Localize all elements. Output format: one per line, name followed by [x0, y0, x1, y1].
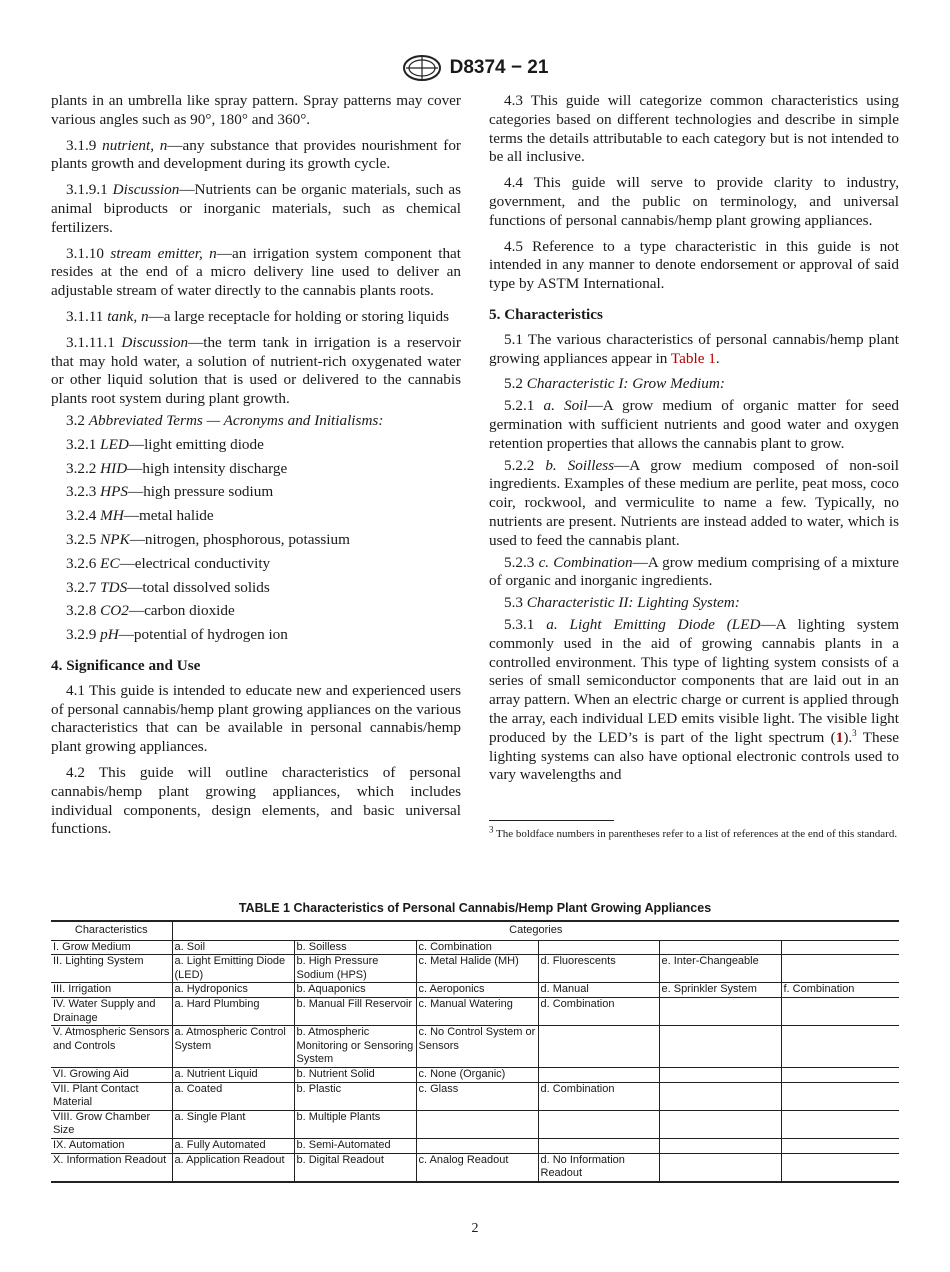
characteristic-cell: II. Lighting System [51, 955, 172, 983]
paragraph-5-2-3: 5.2.3 c. Combination—A grow medium comprising of a mixture of organic and inorganic ingredients. [489, 553, 899, 590]
category-cell: b. Digital Readout [294, 1153, 416, 1182]
category-cell: a. Hydroponics [172, 983, 294, 998]
category-cell: d. No Information Readout [538, 1153, 659, 1182]
category-cell: a. Coated [172, 1082, 294, 1110]
category-cell [659, 1026, 781, 1068]
table-row [51, 1138, 899, 1153]
abbreviation-item: 3.2.4 MH—metal halide [66, 507, 214, 525]
category-cell [659, 1067, 781, 1082]
category-cell [659, 997, 781, 1025]
table-row [51, 1153, 899, 1182]
characteristic-cell: V. Atmospheric Sensors and Controls [51, 1026, 172, 1068]
footnote [489, 820, 899, 842]
abbreviation-item: 3.2.1 LED—light emitting diode [66, 435, 264, 453]
category-cell: c. Metal Halide (MH) [416, 955, 538, 983]
category-cell: e. Sprinkler System [659, 983, 781, 998]
table-row [51, 940, 899, 955]
characteristic-cell: VIII. Grow Chamber Size [51, 1110, 172, 1138]
characteristic-cell: VI. Growing Aid [51, 1067, 172, 1082]
characteristic-cell: X. Information Readout [51, 1153, 172, 1182]
category-cell: a. Light Emitting Diode (LED) [172, 955, 294, 983]
category-cell: a. Hard Plumbing [172, 997, 294, 1025]
section-5-heading: 5. Characteristics [489, 305, 603, 323]
paragraph-4-1: 4.1 This guide is intended to educate new and experienced users of personal cannabis/hemp plant growing appliances on the various characteristics that can be available in personal cannabis/hemp plant growing appliances. [51, 681, 461, 756]
category-cell: b. Soilless [294, 940, 416, 955]
paragraph-4-3: 4.3 This guide will categorize common characteristics using categories based on different technologies and describe in simple terms the details attributable to each category but is not intended to be all inclusive. [489, 92, 899, 166]
category-cell [781, 1138, 899, 1153]
paragraph-4-2: 4.2 This guide will outline characteristics of personal cannabis/hemp plant growing appliances, which includes individual components, design elements, and basic universal functions. [51, 763, 461, 838]
category-cell: b. Multiple Plants [294, 1110, 416, 1138]
definition-3-1-9: 3.1.9 nutrient, n—any substance that provides nourishment for plants growth and development during its growth cycle. [51, 136, 461, 173]
page-number: 2 [471, 1221, 479, 1236]
category-cell: c. Aeroponics [416, 983, 538, 998]
characteristic-cell: VII. Plant Contact Material [51, 1082, 172, 1110]
category-cell: c. Glass [416, 1082, 538, 1110]
category-cell: d. Combination [538, 1082, 659, 1110]
right-column [489, 92, 899, 788]
characteristic-cell: IX. Automation [51, 1138, 172, 1153]
paragraph-5-2-2: 5.2.2 b. Soilless—A grow medium composed of non-soil ingredients. Examples of these medium are perlite, peat moss, coco coir, rockwool, and vermiculite to name a few. Typically, no nutrients are present. Nutrients are instead added to water, which is used to feed the cannabis plant. [489, 456, 899, 549]
abbreviation-item: 3.2.9 pH—potential of hydrogen ion [66, 626, 288, 644]
table-row [51, 1026, 899, 1068]
document-designation: D8374 − 21 [449, 57, 549, 78]
category-cell [659, 940, 781, 955]
table-row [51, 1110, 899, 1138]
category-cell [538, 1067, 659, 1082]
paragraph-4-4: 4.4 This guide will serve to provide clarity to industry, government, and the public on terminology, and universal functions of personal cannabis/hemp plant growing appliances. [489, 174, 899, 229]
category-cell: a. Fully Automated [172, 1138, 294, 1153]
abbreviation-item: 3.2.2 HID—high intensity discharge [66, 459, 288, 477]
category-cell [659, 1138, 781, 1153]
abbreviation-item: 3.2.7 TDS—total dissolved solids [66, 578, 270, 596]
category-cell [781, 997, 899, 1025]
category-cell [781, 940, 899, 955]
footnote-text: The boldface numbers in parentheses refer to a list of references at the end of this standard. [493, 828, 898, 840]
category-cell [781, 955, 899, 983]
category-cell: b. Atmospheric Monitoring or Sensoring System [294, 1026, 416, 1068]
category-cell [416, 1110, 538, 1138]
discussion-3-1-9-1: 3.1.9.1 Discussion—Nutrients can be organic materials, such as animal biproducts or inorganic materials, such as chemical fertilizers. [51, 181, 461, 236]
category-cell [538, 940, 659, 955]
category-cell: f. Combination [781, 983, 899, 998]
category-cell: a. Atmospheric Control System [172, 1026, 294, 1068]
category-cell [781, 1153, 899, 1182]
category-cell: d. Combination [538, 997, 659, 1025]
abbreviation-item: 3.2.3 HPS—high pressure sodium [66, 483, 274, 501]
column-header-characteristics: Characteristics [51, 921, 172, 940]
category-cell: c. None (Organic) [416, 1067, 538, 1082]
category-cell: c. Combination [416, 940, 538, 955]
table-1 [51, 920, 899, 1183]
table-row [51, 1082, 899, 1110]
category-cell: b. Aquaponics [294, 983, 416, 998]
table-1-title: TABLE 1 Characteristics of Personal Cannabis/Hemp Plant Growing Appliances [238, 901, 712, 915]
table-row [51, 983, 899, 998]
abbreviation-item: 3.2.8 CO2—carbon dioxide [66, 602, 235, 620]
table-row [51, 1067, 899, 1082]
characteristic-cell: IV. Water Supply and Drainage [51, 997, 172, 1025]
footnote-number: 3 [489, 824, 494, 835]
category-cell [781, 1026, 899, 1068]
definition-3-1-11: 3.1.11 tank, n—a large receptacle for holding or storing liquids [66, 307, 449, 325]
category-cell [781, 1082, 899, 1110]
category-cell: c. Analog Readout [416, 1153, 538, 1182]
characteristic-cell: I. Grow Medium [51, 940, 172, 955]
table-row [51, 955, 899, 983]
category-cell: a. Application Readout [172, 1153, 294, 1182]
category-cell: a. Nutrient Liquid [172, 1067, 294, 1082]
category-cell: d. Fluorescents [538, 955, 659, 983]
category-cell: c. No Control System or Sensors [416, 1026, 538, 1068]
category-cell: a. Single Plant [172, 1110, 294, 1138]
category-cell [538, 1110, 659, 1138]
page-header [0, 54, 950, 82]
abbreviation-item: 3.2.6 EC—electrical conductivity [66, 554, 271, 572]
section-4-heading: 4. Significance and Use [51, 656, 201, 674]
category-cell: b. Manual Fill Reservoir [294, 997, 416, 1025]
paragraph-5-2-1: 5.2.1 a. Soil—A grow medium of organic matter for seed germination with sufficient nutrients and good water and oxygen retention properties that allows the cannabis plant to grow. [489, 397, 899, 452]
category-cell: b. High Pressure Sodium (HPS) [294, 955, 416, 983]
paragraph: plants in an umbrella like spray pattern. Spray patterns may cover various angles such as 90°, 180° and 360°. [51, 92, 461, 128]
footnote-marker: 3 [852, 727, 857, 738]
category-cell [781, 1067, 899, 1082]
category-cell: b. Plastic [294, 1082, 416, 1110]
paragraph-5-3-1: 5.3.1 a. Light Emitting Diode (LED—A lighting system commonly used in the aid of growing cannabis plants in a controlled environment. This type of lighting system consists of a series of small semiconductor components that are laid out in an array pattern. When an electric charge or current is applied through the array, each individual LED emits visible light. The visible light produced by the LED’s is part of the light spectrum (1).$^3$ These lighting systems can also have optional electronic controls used to vary wavelengths and [489, 615, 900, 784]
table-body [51, 940, 899, 1182]
table-header-row [51, 921, 899, 940]
category-cell [416, 1138, 538, 1153]
category-cell [659, 1153, 781, 1182]
paragraph-5-1: 5.1 The various characteristics of personal cannabis/hemp plant growing appliances appear in Table 1. [489, 330, 899, 367]
category-cell: b. Semi-Automated [294, 1138, 416, 1153]
astm-logo-icon [402, 54, 442, 82]
category-cell: c. Manual Watering [416, 997, 538, 1025]
column-header-categories: Categories [172, 921, 899, 940]
category-cell [781, 1110, 899, 1138]
abbreviation-item: 3.2.5 NPK—nitrogen, phosphorous, potassium [66, 530, 350, 548]
category-cell [659, 1082, 781, 1110]
abbreviations-heading: 3.2 Abbreviated Terms — Acronyms and Initialisms: [66, 411, 384, 429]
characteristic-cell: III. Irrigation [51, 983, 172, 998]
category-cell [538, 1138, 659, 1153]
category-cell [538, 1026, 659, 1068]
category-cell: e. Inter-Changeable [659, 955, 781, 983]
heading-5-2: 5.2 Characteristic I: Grow Medium: [504, 375, 725, 393]
category-cell [659, 1110, 781, 1138]
definition-3-1-10: 3.1.10 stream emitter, n—an irrigation system component that resides at the end of a micro delivery line used to deliver an adjustable stream of water directly to the cannabis plants roots. [51, 244, 461, 300]
category-cell: a. Soil [172, 940, 294, 955]
reference-link[interactable]: 1 [835, 728, 844, 746]
category-cell: b. Nutrient Solid [294, 1067, 416, 1082]
paragraph-4-5: 4.5 Reference to a type characteristic in this guide is not intended in any manner to denote endorsement or approval of said type by ASTM International. [489, 237, 899, 293]
table-1-link[interactable]: Table 1 [670, 349, 716, 367]
left-column [51, 92, 461, 846]
category-cell: d. Manual [538, 983, 659, 998]
footnote-rule [489, 820, 614, 821]
discussion-3-1-11-1: 3.1.11.1 Discussion—the term tank in irrigation is a reservoir that may hold water, a solution of nutrient-rich oxygenated water or other liquid solution that is used or delivered to the cannabis plants root system during plant growth. [51, 333, 461, 408]
table-row [51, 997, 899, 1025]
heading-5-3: 5.3 Characteristic II: Lighting System: [504, 594, 740, 612]
